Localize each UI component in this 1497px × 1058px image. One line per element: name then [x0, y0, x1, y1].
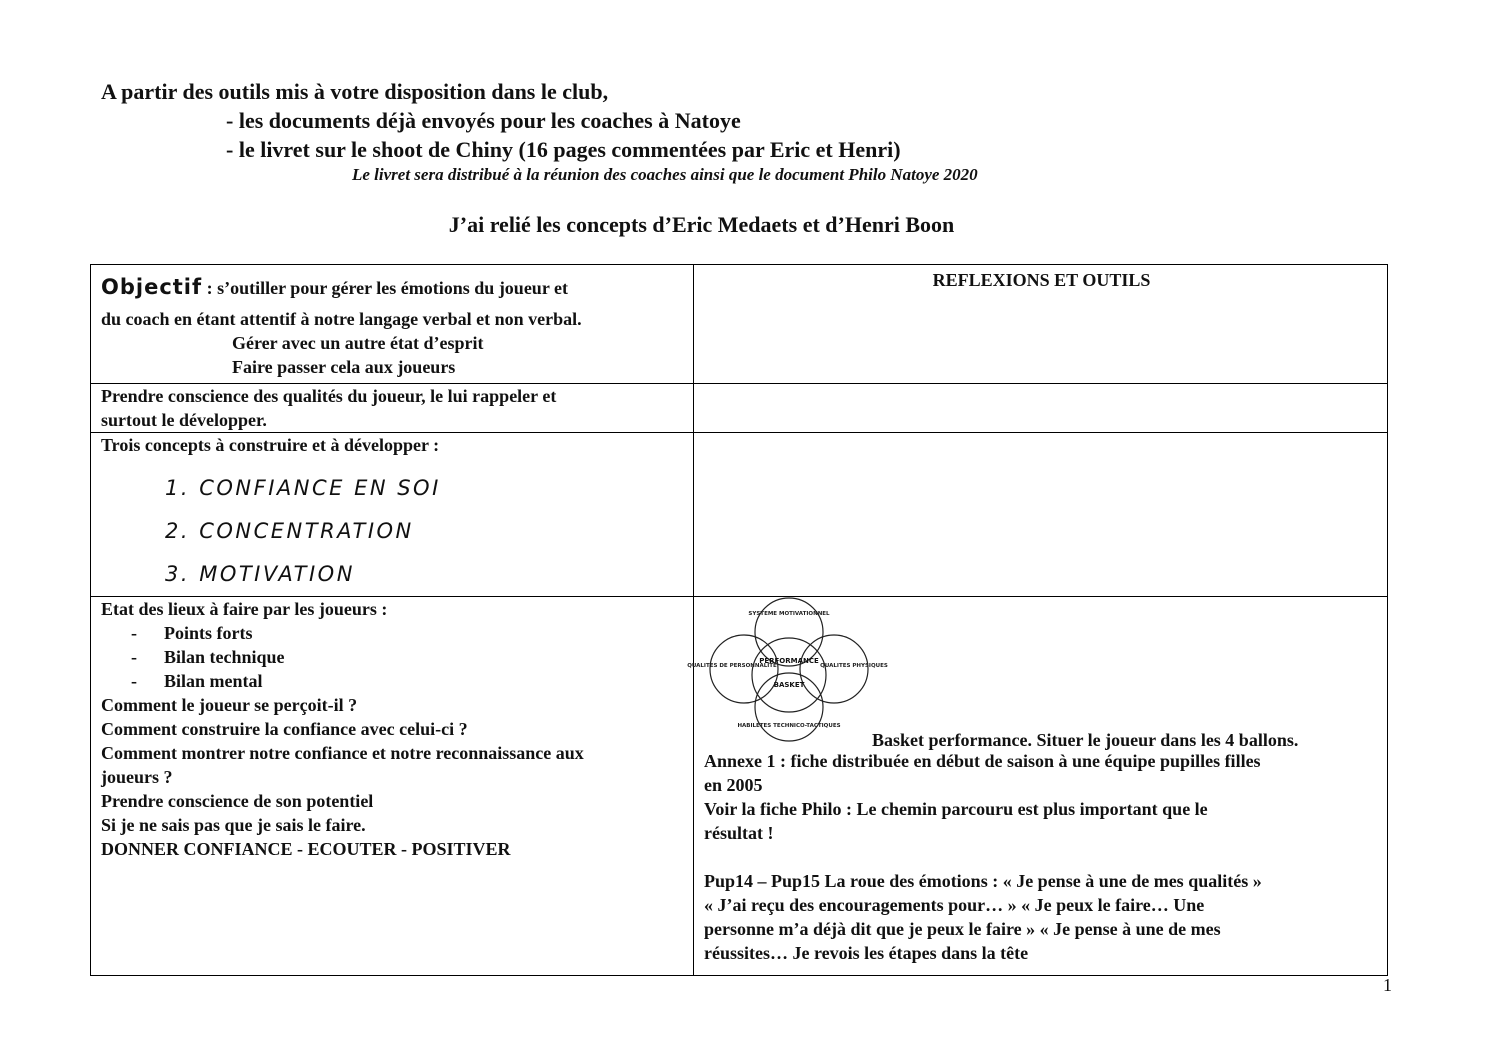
diagram-label-left: QUALITES DE PERSONNALITE [687, 663, 777, 669]
distribution-note: Le livret sera distribué à la réunion des coaches ainsi que le document Philo Natoye 2020 [352, 165, 978, 184]
right-circle [800, 635, 868, 703]
question-montrer-a: Comment montrer notre confiance et notre reconnaissance aux [101, 743, 584, 763]
bullet-dash: - [131, 671, 137, 691]
objectif-line-4: Faire passer cela aux joueurs [232, 357, 456, 377]
reflexions-cell [687, 597, 1388, 976]
concepts-intro: Trois concepts à construire et à développer : [101, 435, 440, 455]
question-percoit: Comment le joueur se perçoit-il ? [101, 695, 358, 715]
bullet-dash: - [131, 623, 137, 643]
etat-des-lieux-title: Etat des lieux à faire par les joueurs : [101, 599, 388, 619]
intro-line-1: A partir des outils mis à votre disposition dans le club, [101, 79, 609, 104]
qualites-cell [91, 384, 694, 433]
table-row-qualites [91, 384, 1388, 433]
objectif-line-3: Gérer avec un autre état d’esprit [232, 333, 484, 353]
intro-line-2: - les documents déjà envoyés pour les coaches à Natoye [226, 108, 741, 133]
concept-confiance: 1. CONFIANCE EN SOI [165, 476, 441, 500]
bullet-bilan-mental: - Bilan mental [131, 671, 263, 691]
pup-line-b: « J’ai reçu des encouragements pour… » « Je peux le faire… Une [704, 895, 1205, 915]
performance-circles-diagram [687, 597, 888, 747]
diagram-label-right: QUALITES PHYSIQUES [820, 663, 888, 669]
concept-concentration: 2. CONCENTRATION [165, 519, 414, 543]
reflexions-title: REFLEXIONS ET OUTILS [932, 270, 1151, 290]
top-circle [755, 598, 823, 666]
diagram-center-basket: BASKET [773, 681, 805, 689]
diagram-area [687, 597, 1379, 750]
concepts-right-cell [694, 433, 1388, 597]
table-row-etat-des-lieux [91, 597, 1388, 976]
etat-des-lieux-cell [91, 597, 694, 976]
pup-line-a: Pup14 – Pup15 La roue des émotions : « Je pense à une de mes qualités » [704, 871, 1262, 891]
center-circle [752, 638, 826, 712]
bullet-points-forts: - Points forts [131, 623, 253, 643]
annexe-line-a: Annexe 1 : fiche distribuée en début de saison à une équipe pupilles filles [704, 751, 1261, 771]
qualites-line-2: surtout le développer. [101, 410, 267, 430]
objectif-cell [91, 265, 694, 384]
objectif-text-b: du coach en étant attentif à notre langage verbal et non verbal. [101, 309, 582, 329]
savoir-faire-line: Si je ne sais pas que je sais le faire. [101, 815, 366, 835]
diagram-label-top: SYSTEME MOTIVATIONNEL [748, 611, 830, 617]
table-row-objectif [91, 265, 1388, 384]
motto-line: DONNER CONFIANCE - ECOUTER - POSITIVER [101, 839, 511, 859]
section-heading: J’ai relié les concepts d’Eric Medaets et d’Henri Boon [448, 212, 955, 237]
bullet-dash: - [131, 647, 137, 667]
objectif-label: Objectif [101, 275, 203, 299]
concepts-table [90, 264, 1388, 976]
left-circle [710, 635, 778, 703]
pup-line-d: réussites… Je revois les étapes dans la tête [704, 943, 1029, 963]
intro-line-3: - le livret sur le shoot de Chiny (16 pages commentées par Eric et Henri) [226, 137, 901, 162]
concepts-cell [91, 433, 694, 597]
reflexions-header-cell [694, 265, 1388, 384]
objectif-text-a: : s’outiller pour gérer les émotions du joueur et [202, 278, 568, 298]
bullet-bilan-technique: - Bilan technique [131, 647, 285, 667]
philo-line-a: Voir la fiche Philo : Le chemin parcouru est plus important que le [704, 799, 1208, 819]
qualites-line-1: Prendre conscience des qualités du joueur, le lui rappeler et [101, 386, 557, 406]
concept-motivation: 3. MOTIVATION [165, 562, 355, 586]
diagram-center-performance: PERFORMANCE [759, 657, 819, 665]
question-montrer-b: joueurs ? [101, 767, 173, 787]
qualites-right-cell [694, 384, 1388, 433]
table-row-concepts [91, 433, 1388, 597]
question-construire: Comment construire la confiance avec celui-ci ? [101, 719, 468, 739]
diagram-label-bottom: HABILETES TECHNICO-TACTIQUES [737, 723, 841, 729]
diagram-caption: Basket performance. Situer le joueur dans les 4 ballons. [872, 730, 1299, 750]
philo-line-b: résultat ! [704, 823, 774, 843]
annexe-line-b: en 2005 [704, 775, 763, 795]
pup-line-c: personne m’a déjà dit que je peux le faire » « Je pense à une de mes [704, 919, 1221, 939]
page-number: 1 [1383, 975, 1392, 995]
potentiel-line: Prendre conscience de son potentiel [101, 791, 374, 811]
